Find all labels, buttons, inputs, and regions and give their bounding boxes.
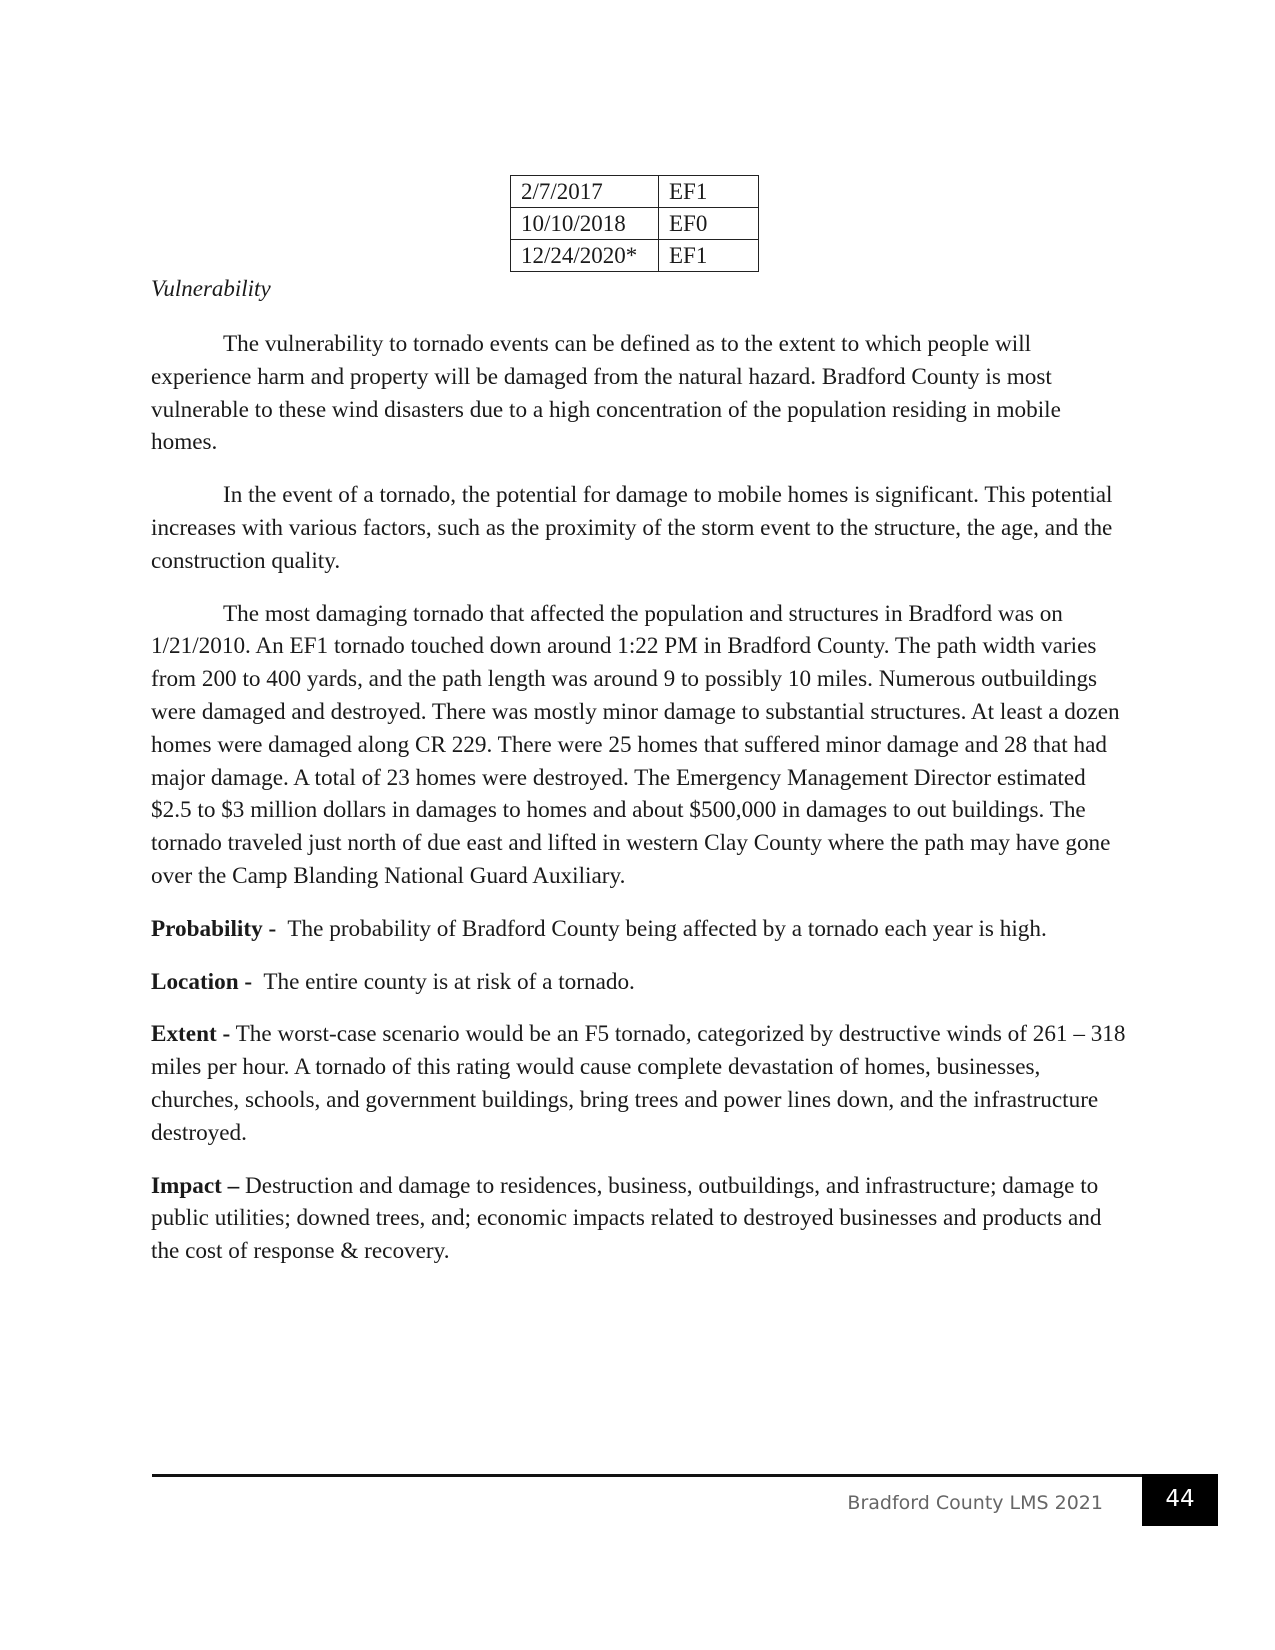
impact-label: Impact – [151,1172,240,1199]
extent-label: Extent - [151,1021,231,1048]
body-text [151,328,1131,1288]
event-rating-cell: EF0 [659,208,759,240]
table-row [511,240,759,272]
table-row [511,176,759,208]
probability-item [151,913,1131,946]
page-number: 44 [1142,1474,1218,1526]
probability-text: The probability of Bradford County being affected by a tornado each year is high. [287,915,1047,942]
impact-text: Destruction and damage to residences, business, outbuildings, and infrastructure; damage to public utilities; downed trees, and; economic impacts related to destroyed businesses and products and the cost of response & recovery. [151,1172,1102,1265]
impact-item [151,1170,1131,1268]
extent-item [151,1018,1131,1149]
paragraph: In the event of a tornado, the potential for damage to mobile homes is significant. This potential increases with various factors, such as the proximity of the storm event to the structure, the age, and the construction quality. [151,482,1113,574]
location-item [151,966,1131,999]
paragraph: The vulnerability to tornado events can be defined as to the extent to which people will experience harm and property will be damaged from the natural hazard. Bradford County is most vulnerable to these wind disasters due to a high concentration of the population residing in mobile homes. [151,331,1061,456]
footer-document-title: Bradford County LMS 2021 [847,1492,1103,1514]
event-date-cell: 12/24/2020* [511,240,659,272]
location-text: The entire county is at risk of a tornado. [263,968,635,995]
probability-label: Probability - [151,915,277,942]
paragraph: The most damaging tornado that affected the population and structures in Bradford was on 1/21/2010. An EF1 tornado touched down around 1:22 PM in Bradford County. The path width varies from 200 to 400 yards, and the path length was around 9 to possibly 10 miles. Numerous outbuildings were damaged and destroyed. There was mostly minor damage to substantial structures. At least a dozen homes were damaged along CR 229. There were 25 homes that suffered minor damage and 28 that had major damage. A total of 23 homes were destroyed. The Emergency Management Director estimated $2.5 to $3 million dollars in damages to homes and about $500,000 in damages to out buildings. The tornado traveled just north of due east and lifted in western Clay County where the path may have gone over the Camp Blanding National Guard Auxiliary. [151,600,1120,889]
footer-divider [152,1474,1142,1477]
event-date-cell: 2/7/2017 [511,176,659,208]
table-row [511,208,759,240]
tornado-events-table [510,175,759,272]
event-rating-cell: EF1 [659,240,759,272]
event-rating-cell: EF1 [659,176,759,208]
event-date-cell: 10/10/2018 [511,208,659,240]
location-label: Location - [151,968,253,995]
extent-text: The worst-case scenario would be an F5 tornado, categorized by destructive winds of 261 – 318 miles per hour. A tornado of this rating would cause complete devastation of homes, businesses, churches, schools, and government buildings, bring trees and power lines down, and the infrastructure destroyed. [151,1021,1126,1146]
section-heading: Vulnerability [151,276,271,301]
